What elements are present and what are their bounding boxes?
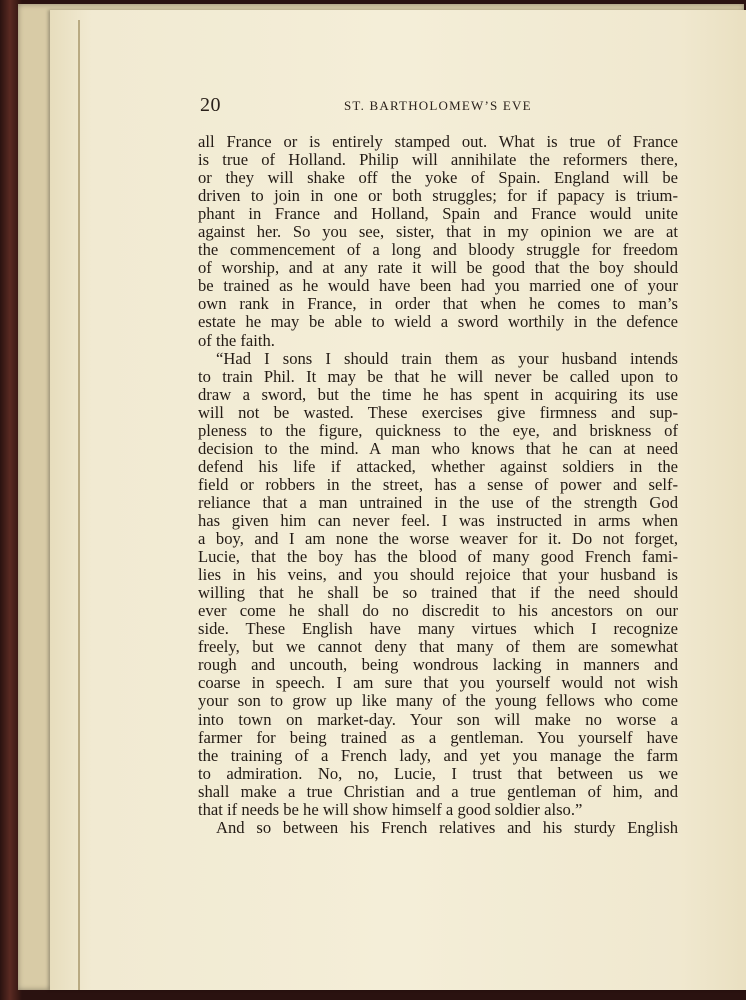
text-line: against her. So you see, sister, that in my opinion we are at: [198, 222, 678, 242]
text-line: And so between his French relatives and his sturdy English: [216, 817, 678, 837]
text-line: lies in his veins, and you should rejoice that your husband is: [198, 565, 678, 585]
page-number: 20: [200, 94, 221, 116]
running-title: ST. BARTHOLOMEW’S EVE: [344, 98, 532, 113]
text-line: will not be wasted. These exercises give firmness and sup-: [198, 402, 678, 422]
text-line: driven to join in one or both struggles; for if papacy is trium-: [198, 186, 678, 206]
page-header: [200, 94, 680, 118]
text-line: to admiration. No, no, Lucie, I trust that between us we: [198, 763, 678, 783]
text-line: your son to grow up like many of the young fellows who come: [198, 691, 678, 711]
text-line: or they will shake off the yoke of Spain. England will be: [198, 168, 678, 188]
text-line: field or robbers in the street, has a sense of power and self-: [198, 474, 678, 494]
text-line: a boy, and I am none the worse weaver for it. Do not forget,: [198, 529, 678, 549]
text-line: that if needs be he will show himself a good soldier also.”: [198, 799, 583, 819]
text-line: own rank in France, in order that when he comes to man’s: [198, 294, 678, 314]
text-line: the training of a French lady, and yet you manage the farm: [198, 745, 678, 765]
text-line: Lucie, that the boy has the blood of many good French fami-: [198, 547, 678, 567]
text-line: be trained as he would have been had you married one of your: [198, 276, 678, 296]
text-line: defend his life if attacked, whether against soldiers in the: [198, 456, 678, 476]
text-line: freely, but we cannot deny that many of them are somewhat: [198, 637, 678, 657]
text-line: is true of Holland. Philip will annihilate the reformers there,: [198, 150, 678, 170]
text-line: phant in France and Holland, Spain and France would unite: [198, 204, 678, 224]
text-line: shall make a true Christian and a true gentleman of him, and: [198, 781, 678, 801]
text-line: coarse in speech. I am sure that you yourself would not wish: [198, 673, 678, 693]
text-line: reliance that a man untrained in the use of the strength God: [198, 492, 678, 512]
text-line: has given him can never feel. I was instructed in arms when: [198, 510, 678, 530]
text-line: to train Phil. It may be that he will never be called upon to: [198, 366, 678, 386]
text-line: of the faith.: [198, 330, 275, 350]
text-line: estate he may be able to wield a sword worthily in the defence: [198, 312, 678, 332]
text-line: willing that he shall be so trained that if the need should: [198, 583, 678, 603]
text-line: “Had I sons I should train them as your husband intends: [216, 348, 678, 368]
text-line: side. These English have many virtues which I recognize: [198, 619, 678, 639]
page-fold-line: [78, 20, 80, 990]
text-line: the commencement of a long and bloody struggle for freedom: [198, 240, 678, 260]
text-line: ever come he shall do no discredit to his ancestors on our: [198, 601, 678, 621]
text-line: decision to the mind. A man who knows that he can at need: [198, 438, 678, 458]
text-line: draw a sword, but the time he has spent in acquiring its use: [198, 384, 678, 404]
text-line: rough and uncouth, being wondrous lacking in manners and: [198, 655, 678, 675]
body-text: [198, 133, 678, 837]
text-line: farmer for being trained as a gentleman. You yourself have: [198, 727, 678, 747]
text-line: pleness to the figure, quickness to the eye, and briskness of: [198, 420, 678, 440]
text-line: into town on market-day. Your son will make no worse a: [198, 709, 678, 729]
text-line: of worship, and at any rate it will be good that the boy should: [198, 258, 678, 278]
text-line: all France or is entirely stamped out. What is true of France: [198, 132, 678, 151]
